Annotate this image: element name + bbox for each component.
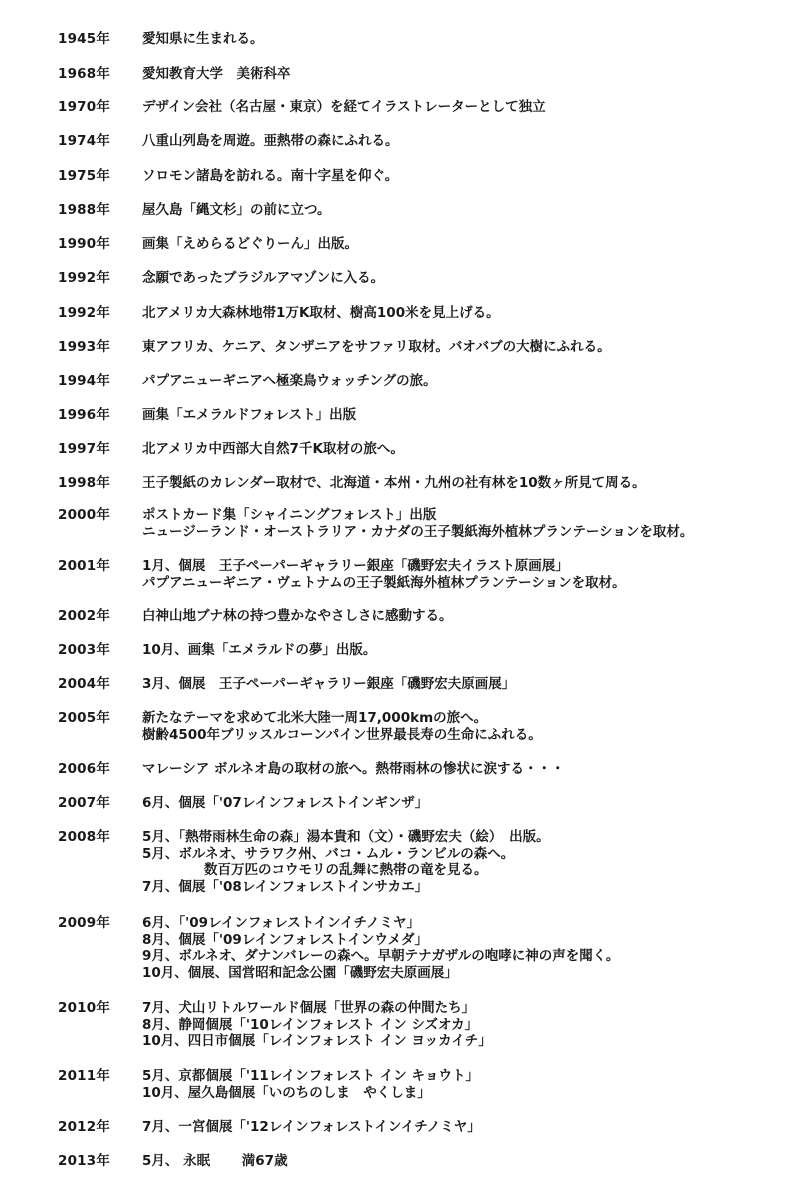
entry-year: 1992年: [58, 305, 111, 321]
entry-line: 東アフリカ、ケニア、タンザニアをサファリ取材。バオバブの大樹にふれる。: [142, 339, 611, 355]
entry-year: 2004年: [58, 676, 111, 692]
entry-description: [142, 475, 782, 492]
entry-line: 白神山地ブナ林の持つ豊かなやさしさに感動する。: [142, 608, 453, 624]
entry-line: ニュージーランド・オーストラリア・カナダの王子製紙海外植林プランテーションを取材。: [142, 523, 694, 540]
entry-line: デザイン会社（名古屋・東京）を経てイラストレーターとして独立: [142, 99, 546, 115]
entry-year: 2003年: [58, 642, 111, 658]
entry-line: 念願であったブラジルアマゾンに入る。: [142, 270, 385, 286]
entry-description: [142, 236, 782, 253]
entry-year: 1945年: [58, 31, 111, 47]
entry-year: 2005年: [58, 710, 111, 726]
entry-description: [142, 1068, 782, 1101]
entry-description: [142, 305, 782, 322]
entry-description: [142, 202, 782, 219]
entry-year: 2006年: [58, 761, 111, 777]
entry-description: [142, 676, 782, 693]
entry-year: 2002年: [58, 608, 111, 624]
entry-line: 5月、ボルネオ、サラワク州、バコ・ムル・ランビルの森へ。: [142, 845, 515, 862]
entry-year: 2010年: [58, 1000, 111, 1016]
entry-year: 1975年: [58, 168, 111, 184]
entry-description: [142, 915, 782, 981]
entry-description: [142, 66, 782, 83]
entry-line: 5月、京都個展「'11レインフォレスト イン キョウト」: [142, 1068, 479, 1084]
entry-year: 1988年: [58, 202, 111, 218]
entry-year: 1998年: [58, 475, 111, 491]
entry-description: [142, 558, 782, 591]
entry-description: [142, 1153, 782, 1170]
entry-description: [142, 31, 782, 48]
entry-description: [142, 99, 782, 116]
entry-description: [142, 373, 782, 390]
entry-line: 7月、個展「'08レインフォレストインサカエ」: [142, 878, 429, 895]
entry-description: [142, 761, 782, 778]
entry-line: 画集「エメラルドフォレスト」出版: [142, 407, 357, 423]
entry-line: 王子製紙のカレンダー取材で、北海道・本州・九州の社有林を10数ヶ所見て周る。: [142, 475, 646, 491]
entry-year: 2011年: [58, 1068, 111, 1084]
entry-line: 5月、 永眠 満67歳: [142, 1153, 288, 1169]
entry-year: 2012年: [58, 1119, 111, 1135]
entry-description: [142, 608, 782, 625]
entry-line: 6月、個展「'07レインフォレストインギンザ」: [142, 795, 429, 811]
entry-year: 1997年: [58, 441, 111, 457]
entry-year: 2000年: [58, 507, 111, 523]
entry-year: 1990年: [58, 236, 111, 252]
entry-description: [142, 710, 782, 743]
entry-description: [142, 1119, 782, 1136]
entry-line: 10月、四日市個展「レインフォレスト イン ヨッカイチ」: [142, 1033, 492, 1049]
entry-line: ポストカード集「シャイニングフォレスト」出版: [142, 507, 437, 523]
entry-year: 2009年: [58, 915, 111, 931]
entry-line: 10月、個展、国営昭和記念公園「磯野宏夫原画展」: [142, 964, 458, 981]
entry-line: 数百万匹のコウモリの乱舞に熱帯の竜を見る。: [204, 862, 488, 878]
entry-line: パプアニューギニア・ヴェトナムの王子製紙海外植林プランテーションを取材。: [142, 574, 626, 591]
entry-description: [142, 133, 782, 150]
entry-line: 10月、画集「エメラルドの夢」出版。: [142, 642, 377, 658]
entry-description: [142, 407, 782, 424]
entry-year: 2013年: [58, 1153, 111, 1169]
entry-year: 1994年: [58, 373, 111, 389]
entry-line: 3月、個展 王子ペーパーギャラリー銀座「磯野宏夫原画展」: [142, 676, 516, 692]
entry-line: 北アメリカ中西部大自然7千K取材の旅へ。: [142, 441, 404, 457]
entry-line: 愛知県に生まれる。: [142, 31, 264, 47]
entry-description: [142, 270, 782, 287]
entry-line: 9月、ボルネオ、ダナンバレーの森へ。早朝テナガザルの咆哮に神の声を聞く。: [142, 948, 620, 964]
entry-line: 1月、個展 王子ペーパーギャラリー銀座「磯野宏夫イラスト原画展」: [142, 558, 569, 574]
entry-description: [142, 441, 782, 458]
entry-year: 1996年: [58, 407, 111, 423]
entry-line: 愛知教育大学 美術科卒: [142, 66, 291, 82]
entry-description: [142, 339, 782, 356]
entry-year: 1993年: [58, 339, 111, 355]
entry-line: 北アメリカ大森林地帯1万K取材、樹高100米を見上げる。: [142, 305, 500, 321]
entry-description: [142, 168, 782, 185]
entry-year: 1970年: [58, 99, 111, 115]
entry-description: [142, 1000, 782, 1050]
entry-line: 新たなテーマを求めて北米大陸一周17,000kmの旅へ。: [142, 710, 488, 726]
entry-line: マレーシア ボルネオ島の取材の旅へ。熱帯雨林の惨状に涙する・・・: [142, 761, 565, 777]
entry-line: 7月、犬山リトルワールド個展「世界の森の仲間たち」: [142, 1000, 476, 1016]
entry-year: 2007年: [58, 795, 111, 811]
entry-line: 樹齢4500年ブリッスルコーンパイン世界最長寿の生命にふれる。: [142, 726, 542, 743]
entry-line: 八重山列島を周遊。亜熱帯の森にふれる。: [142, 133, 399, 149]
entry-line: ソロモン諸島を訪れる。南十字星を仰ぐ。: [142, 168, 399, 184]
entry-description: [142, 507, 782, 540]
entry-year: 1968年: [58, 66, 111, 82]
entry-line: 10月、屋久島個展「いのちのしま やくしま」: [142, 1084, 431, 1101]
entry-line: 7月、一宮個展「'12レインフォレストインイチノミヤ」: [142, 1119, 481, 1135]
entry-line: 屋久島「縄文杉」の前に立つ。: [142, 202, 331, 218]
entry-year: 1992年: [58, 270, 111, 286]
entry-line: 5月、「熱帯雨林生命の森」湯本貴和（文）・磯野宏夫（絵） 出版。: [142, 829, 550, 845]
entry-line: パプアニューギニアへ極楽鳥ウォッチングの旅。: [142, 373, 437, 389]
entry-description: [142, 829, 782, 895]
entry-description: [142, 642, 782, 659]
entry-line: 8月、個展「'09レインフォレストインウメダ」: [142, 931, 428, 948]
entry-line: 8月、静岡個展「'10レインフォレスト イン シズオカ」: [142, 1016, 479, 1033]
entry-line: 6月、「'09レインフォレストインイチノミヤ」: [142, 915, 421, 931]
entry-year: 2001年: [58, 558, 111, 574]
entry-year: 2008年: [58, 829, 111, 845]
entry-line: 画集「えめらるどぐりーん」出版。: [142, 236, 358, 252]
entry-description: [142, 795, 782, 812]
entry-year: 1974年: [58, 133, 111, 149]
